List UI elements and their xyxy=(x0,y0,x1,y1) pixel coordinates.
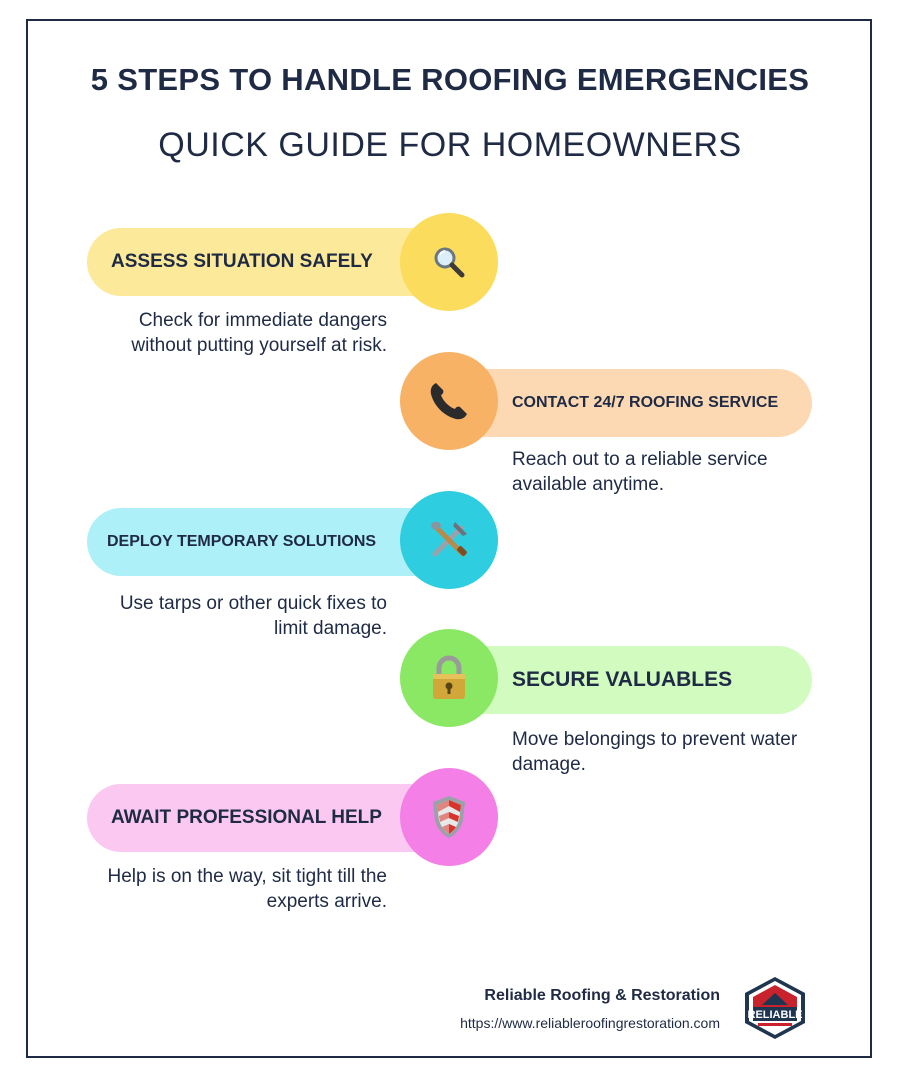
tools-icon xyxy=(425,516,473,564)
page-subtitle: QUICK GUIDE FOR HOMEOWNERS xyxy=(158,126,742,164)
step-2-label: CONTACT 24/7 ROOFING SERVICE xyxy=(512,394,779,411)
step-1-label: ASSESS SITUATION SAFELY xyxy=(111,251,373,272)
page-title: 5 STEPS TO HANDLE ROOFING EMERGENCIES xyxy=(90,62,810,97)
step-5-label: AWAIT PROFESSIONAL HELP xyxy=(111,807,382,828)
padlock-icon xyxy=(429,655,469,701)
magnifier-icon xyxy=(432,245,466,279)
company-url[interactable]: https://www.reliableroofingrestoration.com xyxy=(460,1015,720,1031)
company-name: Reliable Roofing & Restoration xyxy=(484,987,720,1004)
step-2-description: Reach out to a reliable service available anytime. xyxy=(512,449,768,495)
phone-icon xyxy=(427,379,471,423)
step-1-description: Check for immediate dangers without putting yourself at risk. xyxy=(131,310,387,356)
step-3-icon-circle xyxy=(400,491,498,589)
step-3-description: Use tarps or other quick fixes to limit damage. xyxy=(119,593,387,639)
step-4-description: Move belongings to prevent water damage. xyxy=(512,729,798,775)
step-5-description: Help is on the way, sit tight till the experts arrive. xyxy=(107,866,387,912)
step-1-icon-circle xyxy=(400,213,498,311)
logo-text: RELIABLE xyxy=(747,1009,803,1021)
step-4-icon-circle xyxy=(400,629,498,727)
shield-icon xyxy=(430,794,468,840)
step-5-icon-circle xyxy=(400,768,498,866)
step-4-label: SECURE VALUABLES xyxy=(512,668,733,691)
step-3-label: DEPLOY TEMPORARY SOLUTIONS xyxy=(107,533,377,550)
step-2-icon-circle xyxy=(400,352,498,450)
company-logo xyxy=(740,975,810,1041)
